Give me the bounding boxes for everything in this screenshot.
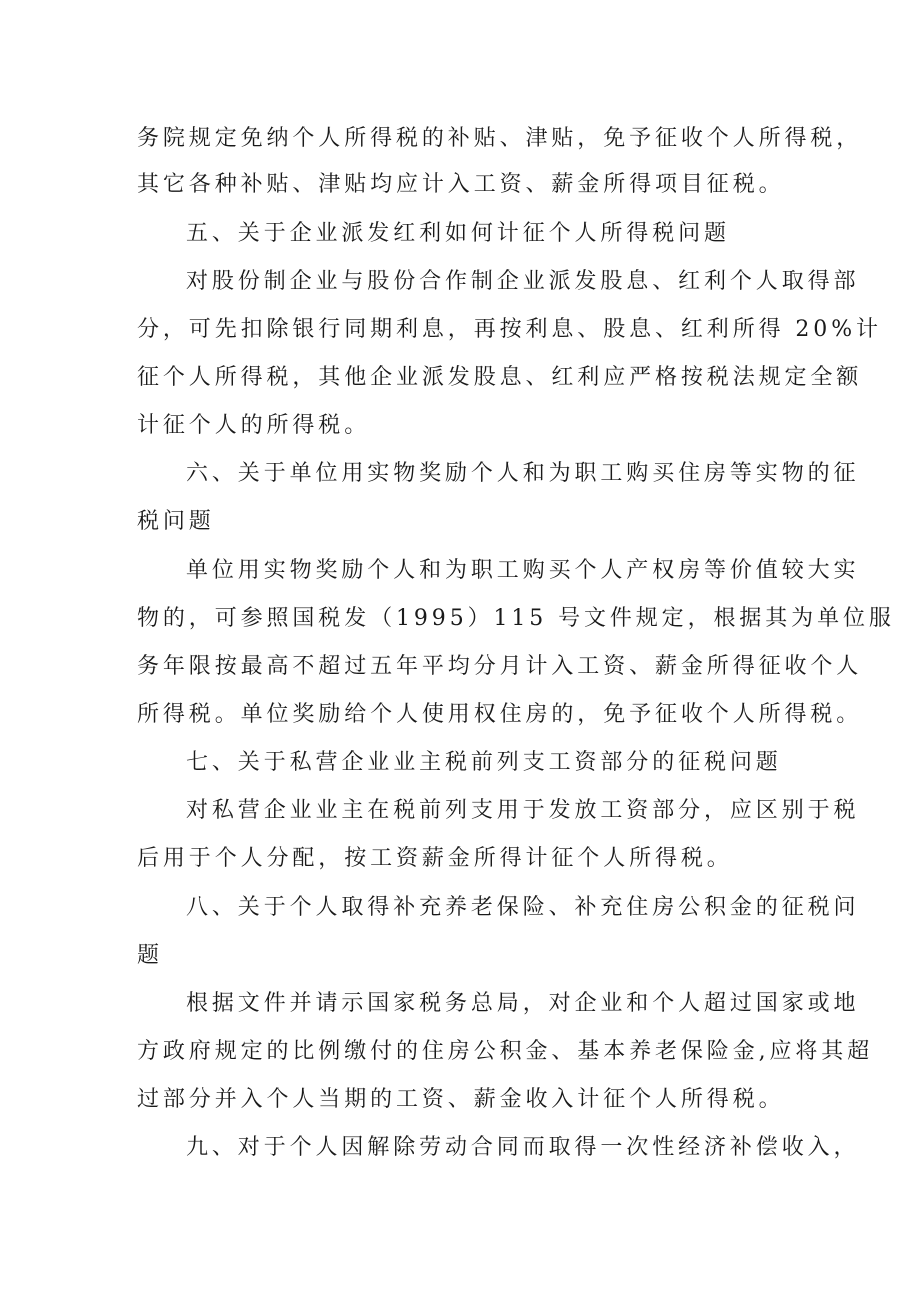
text-line: 分，可先扣除银行同期利息，再按利息、股息、红利所得 20%计 xyxy=(137,317,882,342)
text-line: 单位用实物奖励个人和为职工购买个人产权房等价值较大实 xyxy=(186,558,860,583)
section-heading-6: 六、关于单位用实物奖励个人和为职工购买住房等实物的征 xyxy=(186,461,860,486)
section-heading-8: 八、关于个人取得补充养老保险、补充住房公积金的征税问 xyxy=(186,895,860,920)
text-line: 所得税。单位奖励给个人使用权住房的，免予征收个人所得税。 xyxy=(137,702,863,727)
text-line: 计征个人的所得税。 xyxy=(137,413,371,438)
section-heading-7: 七、关于私营企业业主税前列支工资部分的征税问题 xyxy=(186,750,782,775)
section-heading-9: 九、对于个人因解除劳动合同而取得一次性经济补偿收入， xyxy=(186,1135,860,1160)
text-line: 后用于个人分配，按工资薪金所得计征个人所得税。 xyxy=(137,846,733,871)
text-line: 方政府规定的比例缴付的住房公积金、基本养老保险金,应将其超 xyxy=(137,1039,874,1064)
text-line: 其它各种补贴、津贴均应计入工资、薪金所得项目征税。 xyxy=(137,172,785,197)
text-line: 征个人所得税，其他企业派发股息、红利应严格按税法规定全额 xyxy=(137,365,863,390)
text-line: 务年限按最高不超过五年平均分月计入工资、薪金所得征收个人 xyxy=(137,654,863,679)
text-line: 物的，可参照国税发（1995）115 号文件规定，根据其为单位服 xyxy=(137,606,895,631)
text-line: 对股份制企业与股份合作制企业派发股息、红利个人取得部 xyxy=(186,269,860,294)
text-line: 过部分并入个人当期的工资、薪金收入计征个人所得税。 xyxy=(137,1087,785,1112)
text-line: 对私营企业业主在税前列支用于发放工资部分，应区别于税 xyxy=(186,798,860,823)
section-heading-6-cont: 税问题 xyxy=(137,509,215,534)
section-heading-8-cont: 题 xyxy=(137,943,163,968)
text-line: 务院规定免纳个人所得税的补贴、津贴，免予征收个人所得税， xyxy=(137,126,863,151)
text-line: 根据文件并请示国家税务总局，对企业和个人超过国家或地 xyxy=(186,991,860,1016)
section-heading-5: 五、关于企业派发红利如何计征个人所得税问题 xyxy=(186,221,730,246)
